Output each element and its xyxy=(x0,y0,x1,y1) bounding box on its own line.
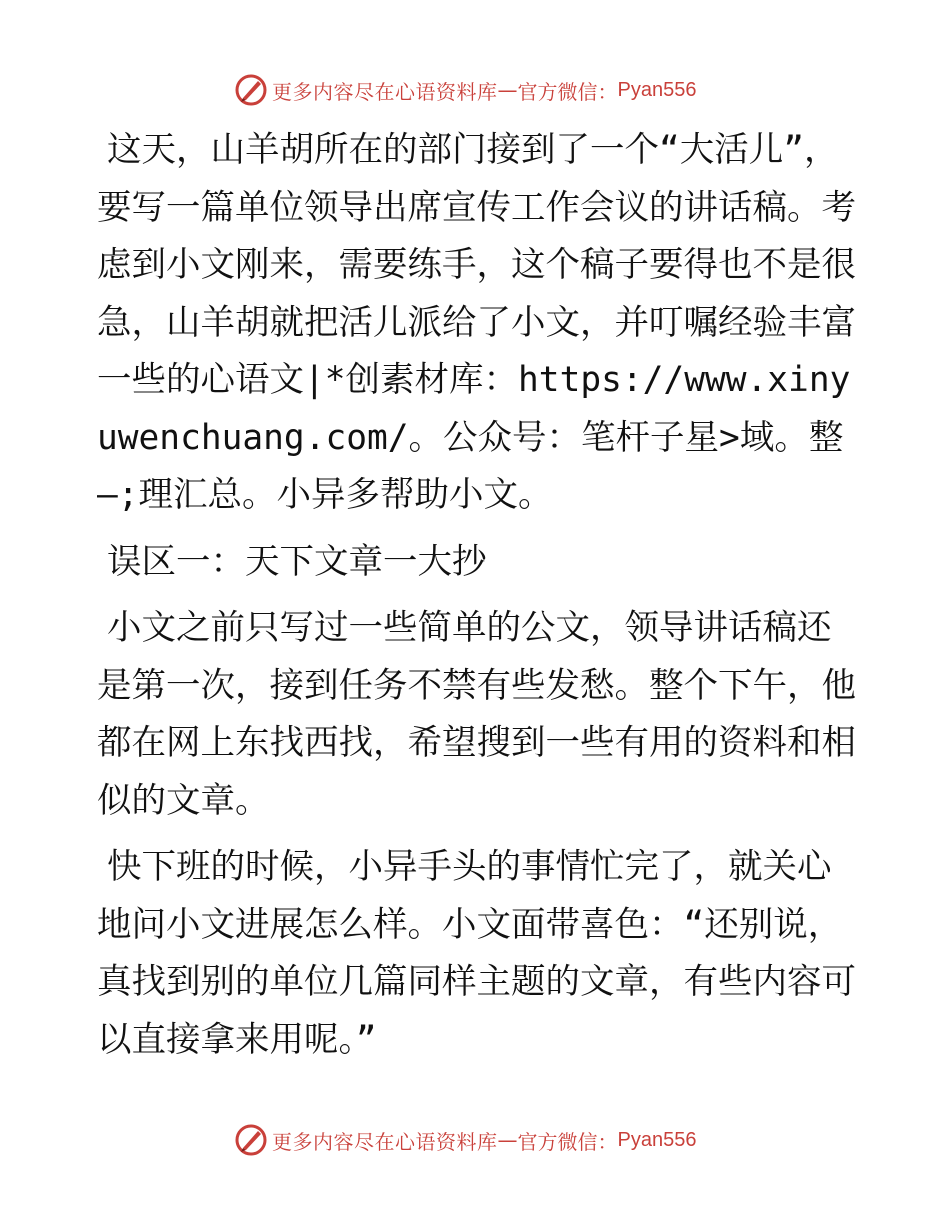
header-site-text: 更多内容尽在心语资料库 xyxy=(272,79,498,104)
document-body xyxy=(97,122,857,1078)
paragraph-intro: 这天，山羊胡所在的部门接到了一个“大活儿”，要写一篇单位领导出席宣传工作会议的讲话稿。考虑到小文刚来，需要练手，这个稿子要得也不是很急，山羊胡就把活儿派给了小文，并叮嘱经验丰富一些的心语文|*创素材库：https://www.xinyuwenchuang.com/。公众号：笔杆子星>域。整—;理汇总。小异多帮助小文。 xyxy=(97,130,856,515)
header-wechat-label: 官方微信： xyxy=(517,79,618,104)
footer-wechat-label: 官方微信： xyxy=(517,1129,618,1154)
header-wechat-id: Pyan556 xyxy=(617,78,697,101)
footer-site-text: 更多内容尽在心语资料库 xyxy=(272,1129,498,1154)
pen-circle-logo-icon xyxy=(234,1123,268,1157)
header-banner xyxy=(234,70,696,110)
section-heading: 误区一：天下文章一大抄 xyxy=(107,541,487,582)
footer-wechat-id: Pyan556 xyxy=(617,1128,697,1151)
paragraph-xiaowen: 小文之前只写过一些简单的公文，领导讲话稿还是第一次，接到任务不禁有些发愁。整个下午，他都在网上东找西找，希望搜到一些有用的资料和相似的文章。 xyxy=(97,608,856,821)
footer-separator: — xyxy=(497,1128,518,1152)
paragraph-xiaoyi: 快下班的时候，小异手头的事情忙完了，就关心地问小文进展怎么样。小文面带喜色：“还别说，真找到别的单位几篇同样主题的文章，有些内容可以直接拿来用呢。” xyxy=(97,847,856,1060)
footer-banner xyxy=(234,1120,696,1160)
header-separator: — xyxy=(497,78,518,102)
pen-circle-logo-icon xyxy=(234,73,268,107)
